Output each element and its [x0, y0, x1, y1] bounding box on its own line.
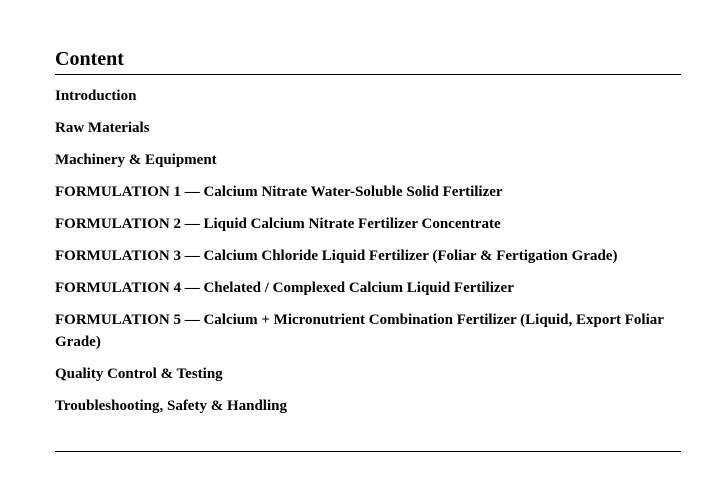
toc-item-formulation-3[interactable]: FORMULATION 3 — Calcium Chloride Liquid Fertilizer (Foliar & Fertigation Grade) [55, 248, 618, 264]
toc-item-raw-materials[interactable]: Raw Materials [55, 120, 150, 136]
page-title: Content [55, 46, 681, 75]
toc-item-formulation-2[interactable]: FORMULATION 2 — Liquid Calcium Nitrate Fertilizer Concentrate [55, 216, 501, 232]
toc-item-formulation-4[interactable]: FORMULATION 4 — Chelated / Complexed Calcium Liquid Fertilizer [55, 280, 514, 296]
toc-item-formulation-5[interactable]: FORMULATION 5 — Calcium + Micronutrient Combination Fertilizer (Liquid, Export Foliar Grade) [55, 312, 664, 350]
bottom-divider [55, 451, 681, 452]
toc-item-quality-control[interactable]: Quality Control & Testing [55, 366, 223, 382]
toc-item-introduction[interactable]: Introduction [55, 88, 137, 104]
toc-list [55, 85, 681, 417]
toc-item-formulation-1[interactable]: FORMULATION 1 — Calcium Nitrate Water-Soluble Solid Fertilizer [55, 184, 503, 200]
table-of-contents [55, 46, 681, 427]
toc-item-machinery[interactable]: Machinery & Equipment [55, 152, 217, 168]
toc-item-troubleshooting[interactable]: Troubleshooting, Safety & Handling [55, 398, 287, 414]
